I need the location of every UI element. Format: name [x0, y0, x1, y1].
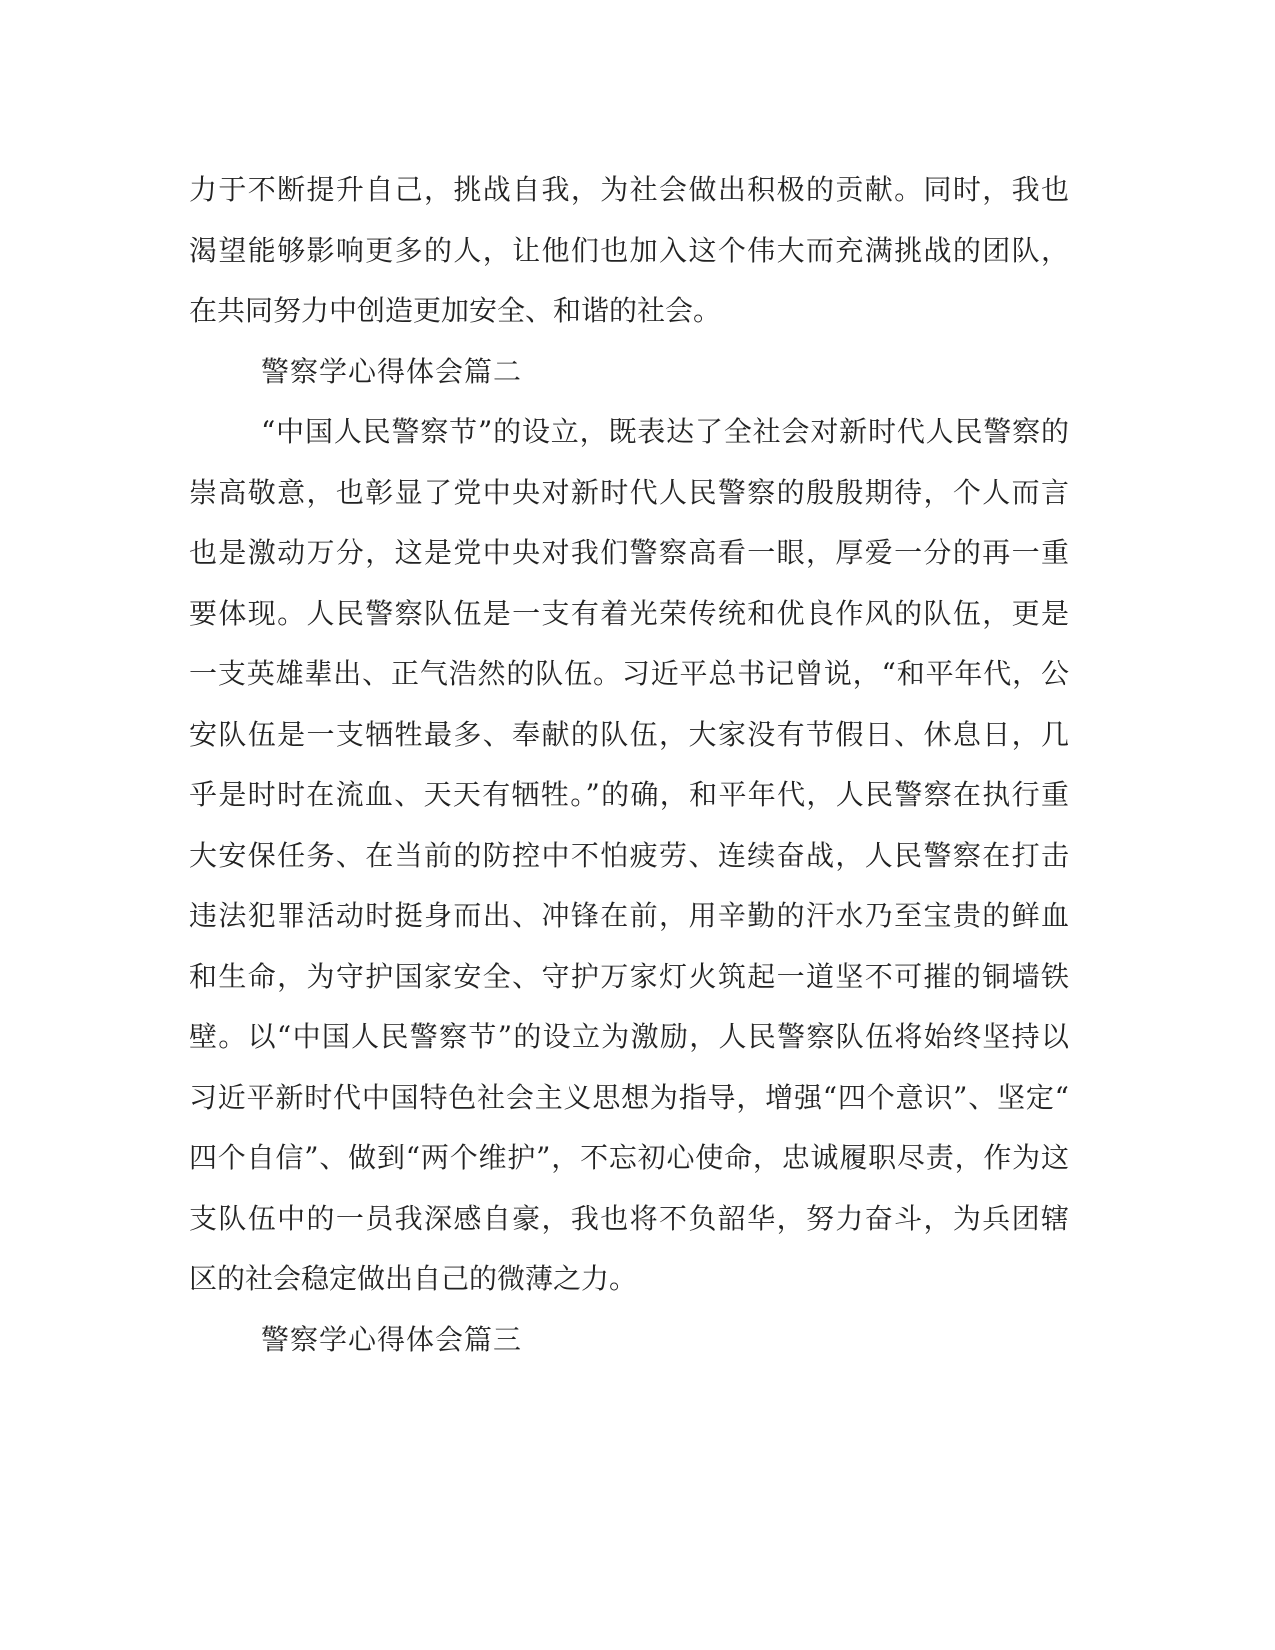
- section-heading-2: 警察学心得体会篇二: [261, 354, 523, 388]
- text-line: 习近平新时代中国特色社会主义思想为指导，增强“四个意识”、坚定“: [189, 1080, 1069, 1114]
- paragraph-2: [189, 402, 1069, 1310]
- text-line: 大安保任务、在当前的防控中不怕疲劳、连续奋战，人民警察在打击: [189, 838, 1069, 872]
- text-line: 也是激动万分，这是党中央对我们警察高看一眼，厚爱一分的再一重: [189, 536, 1069, 569]
- text-line: 区的社会稳定做出自己的微薄之力。: [189, 1262, 638, 1295]
- text-line: 违法犯罪活动时挺身而出、冲锋在前，用辛勤的汗水乃至宝贵的鲜血: [189, 899, 1069, 932]
- text-line: 一支英雄辈出、正气浩然的队伍。习近平总书记曾说，“和平年代，公: [189, 657, 1069, 690]
- text-line: 力于不断提升自己，挑战自我，为社会做出积极的贡献。同时，我也: [189, 173, 1069, 206]
- text-line: 壁。以“中国人民警察节”的设立为激励，人民警察队伍将始终坚持以: [189, 1020, 1069, 1053]
- text-line: 和生命，为守护国家安全、守护万家灯火筑起一道坚不可摧的铜墙铁: [189, 959, 1069, 993]
- text-line: 支队伍中的一员我深感自豪，我也将不负韶华，努力奋斗，为兵团辖: [189, 1201, 1069, 1235]
- text-line: 崇高敬意，也彰显了党中央对新时代人民警察的殷殷期待，个人而言: [189, 475, 1069, 509]
- paragraph-1: [189, 160, 1069, 342]
- text-line: 乎是时时在流血、天天有牺牲。”的确，和平年代，人民警察在执行重: [189, 778, 1069, 811]
- text-line: “中国人民警察节”的设立，既表达了全社会对新时代人民警察的: [261, 415, 1069, 448]
- document-body: [189, 160, 1069, 1370]
- text-line: 四个自信”、做到“两个维护”，不忘初心使命，忠诚履职尽责，作为这: [189, 1141, 1069, 1174]
- text-line: 渴望能够影响更多的人，让他们也加入这个伟大而充满挑战的团队，: [189, 233, 1069, 267]
- text-line: 安队伍是一支牺牲最多、奉献的队伍，大家没有节假日、休息日，几: [189, 717, 1069, 751]
- section-heading-3: 警察学心得体会篇三: [261, 1322, 523, 1356]
- text-line: 在共同努力中创造更加安全、和谐的社会。: [189, 294, 722, 327]
- text-line: 要体现。人民警察队伍是一支有着光荣传统和优良作风的队伍，更是: [189, 596, 1069, 630]
